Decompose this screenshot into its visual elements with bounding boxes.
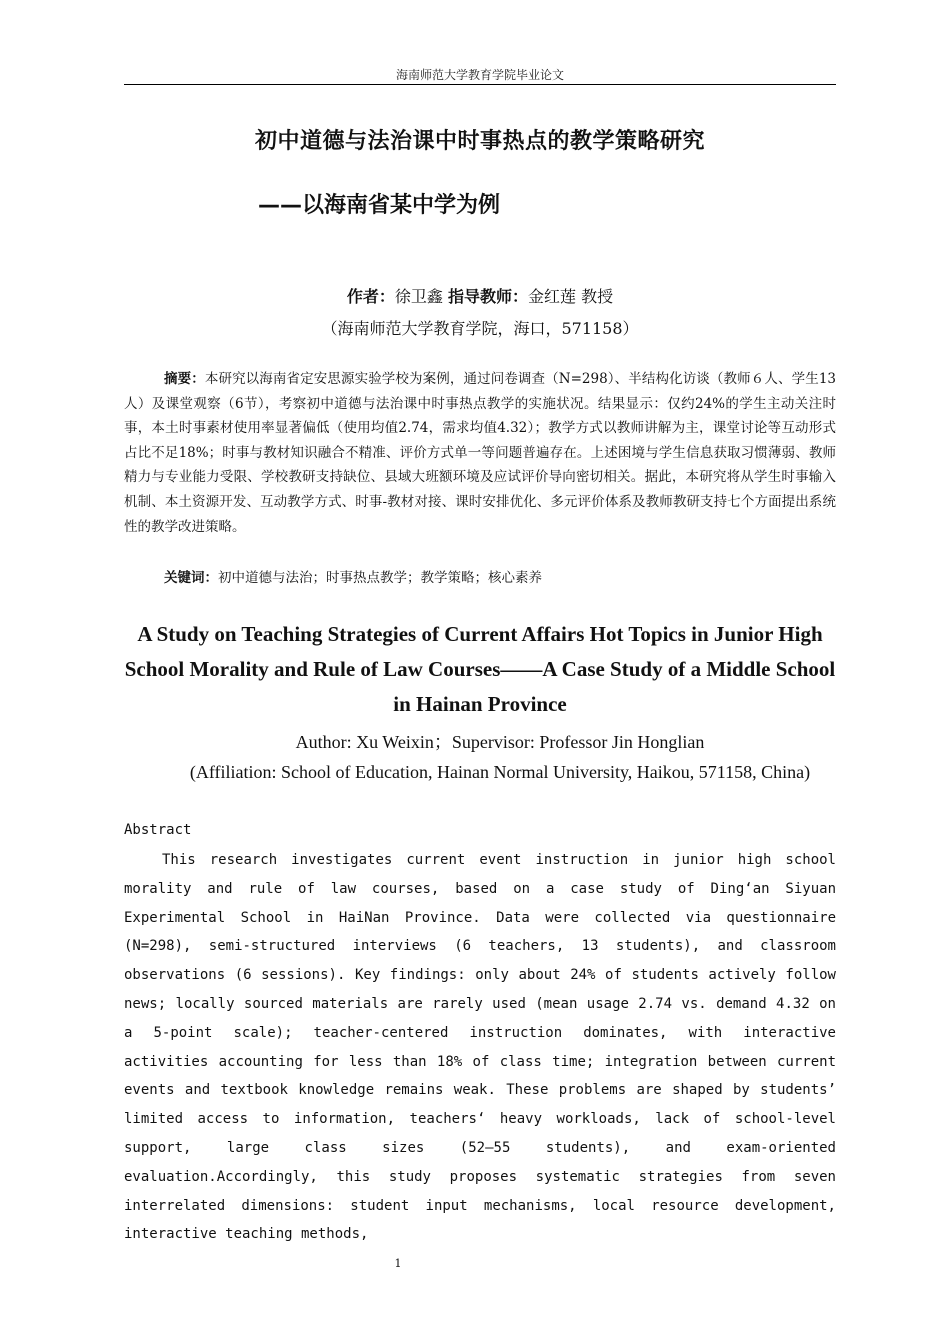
running-header: 海南师范大学教育学院毕业论文	[395, 68, 564, 82]
supervisor-label: 指导教师：	[448, 287, 529, 306]
paper-subtitle-cn: ——以海南省某中学为例	[258, 193, 501, 218]
header-rule	[124, 84, 836, 85]
abstract-cn-label: 摘要：	[164, 371, 205, 387]
keywords-cn-label: 关键词：	[164, 570, 218, 586]
author-name: 徐卫鑫	[394, 287, 448, 306]
abstract-en-text: This research investigates current event instruction in junior high school morality and rule of law courses, based on a case study of Ding‘an Siyuan Experimental School in HaiNan Province. Data were collected via questionnaire (N=298), semi-structured interviews (6 teachers, 13 students), and classroom observations (6 sessions). Key findings: only about 24% of students actively follow news; locally sourced materials are rarely used (mean usage 2.74 vs. demand 4.32 on a 5-point scale); teacher-centered instruction dominates, with interactive activities accounting for less than 18% of class time; integration between current events and textbook knowledge remains weak. These problems are shaped by students’ limited access to information, teachers‘ heavy workloads, lack of school-level support, large class sizes (52–55 students), and exam-oriented evaluation.Accordingly, this study proposes systematic strategies from seven interrelated dimensions: student input mechanisms, local resource development, interactive teaching methods,	[124, 852, 836, 1243]
affiliation-cn: （海南师范大学教育学院，海口，571158）	[321, 319, 639, 338]
affiliation-en: (Affiliation: School of Education, Hainan Normal University, Haikou, 571158, China)	[189, 762, 811, 782]
supervisor-name: 金红莲 教授	[528, 287, 614, 306]
author-label: 作者：	[346, 287, 395, 306]
page-number: 1	[394, 1257, 402, 1270]
author-line-en: Author: Xu Weixin；Supervisor: Professor Jin Honglian	[295, 732, 705, 752]
keywords-cn	[164, 566, 542, 586]
keywords-cn-text: 初中道德与法治；时事热点教学；教学策略；核心素养	[218, 570, 542, 586]
abstract-cn	[124, 367, 836, 539]
abstract-cn-text: 本研究以海南省定安思源实验学校为案例，通过问卷调查（N=298）、半结构化访谈（教师６人、学生13人）及课堂观察（6节），考察初中道德与法治课中时事热点教学的实施状况。结果显示：仅约24%的学生主动关注时事，本土时事素材使用率显著偏低（使用均值2.74，需求均值4.32）；教学方式以教师讲解为主，课堂讨论等互动形式占比不足18%；时事与教材知识融合不精准、评价方式单一等问题普遍存在。上述困境与学生信息获取习惯薄弱、教师精力与专业能力受限、学校教研支持缺位、县域大班额环境及应试评价导向密切相关。据此，本研究将从学生时事输入机制、本土资源开发、互动教学方式、时事-教材对接、课时安排优化、多元评价体系及教师教研支持七个方面提出系统性的教学改进策略。	[124, 371, 836, 535]
abstract-en-heading: Abstract	[124, 822, 192, 838]
paper-title-en: A Study on Teaching Strategies of Current Affairs Hot Topics in Junior High School Morality and Rule of Law Courses——A Case Study of a Middle School in Hainan Province	[124, 622, 836, 716]
author-line-cn	[124, 284, 836, 307]
paper-title-cn: 初中道德与法治课中时事热点的教学策略研究	[254, 129, 705, 154]
